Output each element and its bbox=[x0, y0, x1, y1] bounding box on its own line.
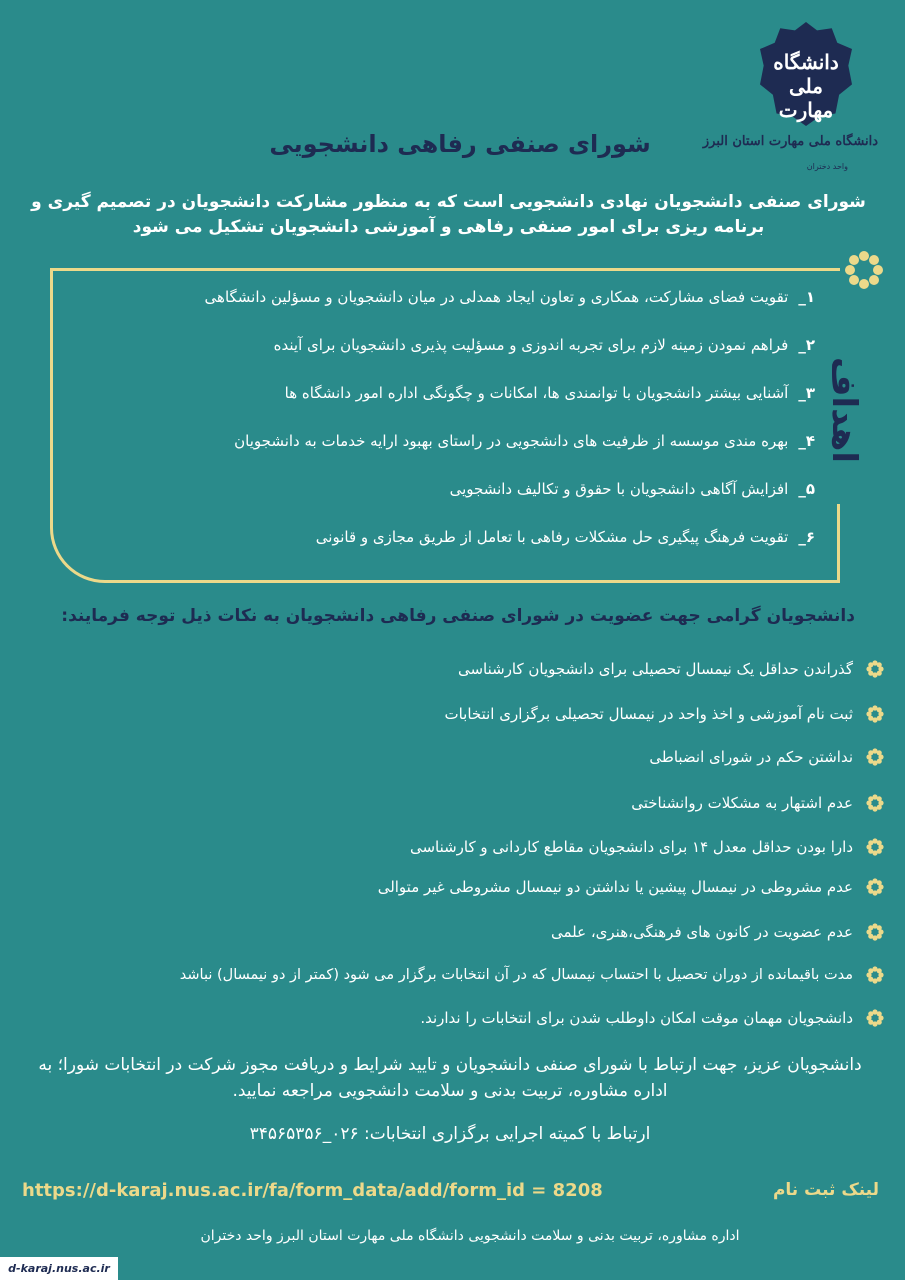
flower-icon bbox=[865, 1008, 885, 1028]
flower-icon bbox=[865, 793, 885, 813]
site-watermark: d-karaj.nus.ac.ir bbox=[0, 1257, 118, 1280]
goal-number: ۱_ bbox=[798, 288, 815, 306]
condition-text: عدم اشتهار به مشکلات روانشناختی bbox=[631, 794, 853, 812]
flower-icon bbox=[865, 837, 885, 857]
flower-icon bbox=[842, 248, 886, 292]
goal-item bbox=[234, 432, 815, 450]
condition-text: ثبت نام آموزشی و اخذ واحد در نیمسال تحصیلی برگزاری انتخابات bbox=[444, 705, 853, 723]
condition-text: مدت باقیمانده از دوران تحصیل با احتساب نیمسال که در آن انتخابات برگزار می شود (کمتر از دو نیمسال) نباشد bbox=[179, 967, 853, 983]
condition-item bbox=[458, 654, 885, 684]
footer-text: اداره مشاوره، تربیت بدنی و سلامت دانشجویی دانشگاه ملی مهارت استان البرز واحد دختران bbox=[200, 1228, 740, 1244]
goals-frame-edge bbox=[837, 504, 840, 583]
condition-text: عدم عضویت در کانون های فرهنگی،هنری، علمی bbox=[550, 923, 853, 941]
phone-text: ارتباط با کمیته اجرایی برگزاری انتخابات: ۰۲۶_۳۴۵۶۵۳۵۶ bbox=[249, 1124, 651, 1144]
goal-text: بهره مندی موسسه از ظرفیت های دانشجویی در راستای بهبود ارایه خدمات به دانشجویان bbox=[234, 432, 789, 450]
page-title: شورای صنفی رفاهی دانشجویی bbox=[269, 130, 651, 158]
condition-text: دانشجویان مهمان موقت امکان داوطلب شدن برای انتخابات را ندارند. bbox=[420, 1009, 853, 1027]
flower-icon bbox=[865, 922, 885, 942]
condition-text: عدم مشروطی در نیمسال پیشین یا نداشتن دو نیمسال مشروطی غیر متوالی bbox=[377, 878, 853, 896]
condition-item bbox=[444, 699, 885, 729]
goal-text: فراهم نمودن زمینه لازم برای تجربه اندوزی و مسؤلیت پذیری دانشجویان برای آینده bbox=[273, 336, 789, 354]
condition-item bbox=[649, 742, 885, 772]
goal-item bbox=[274, 336, 815, 354]
goal-number: ۲_ bbox=[798, 336, 815, 354]
flower-icon bbox=[865, 965, 885, 985]
flower-icon bbox=[865, 704, 885, 724]
condition-item bbox=[378, 872, 885, 902]
condition-text: نداشتن حکم در شورای انضباطی bbox=[649, 748, 853, 766]
flower-icon bbox=[865, 877, 885, 897]
goal-number: ۶_ bbox=[798, 528, 815, 546]
membership-heading: دانشجویان گرامی جهت عضویت در شورای صنفی رفاهی دانشجویان به نکات ذیل توجه فرمایند: bbox=[61, 606, 855, 626]
condition-text: دارا بودن حداقل معدل ۱۴ برای دانشجویان مقاطع کاردانی و کارشناسی bbox=[409, 838, 853, 856]
registration-link[interactable]: https://d-karaj.nus.ac.ir/fa/form_data/add/form_id = 8208 bbox=[22, 1180, 603, 1201]
logo-tagline: واحد دختران bbox=[806, 162, 848, 171]
goal-item bbox=[450, 480, 815, 498]
flower-icon bbox=[865, 747, 885, 767]
goal-text: آشنایی بیشتر دانشجویان با توانمندی ها، امکانات و چگونگی اداره امور دانشگاه ها bbox=[284, 384, 789, 402]
logo-text: دانشگاه ملی مهارت bbox=[773, 50, 839, 122]
condition-item bbox=[420, 1003, 885, 1033]
flower-icon bbox=[865, 659, 885, 679]
goal-number: ۵_ bbox=[798, 480, 815, 498]
condition-item bbox=[180, 960, 885, 990]
condition-text: گذراندن حداقل یک نیمسال تحصیلی برای دانشجویان کارشناسی bbox=[457, 660, 853, 678]
logo-subtitle: دانشگاه ملی مهارت استان البرز bbox=[702, 134, 878, 149]
intro-text: شورای صنفی دانشجویان نهادی دانشجویی است که به منظور مشارکت دانشجویان در تصمیم گیری و برنامه ریزی برای امور صنفی رفاهی و آموزشی دانشجویان تشکیل می شود bbox=[31, 192, 866, 237]
goal-text: تقویت فضای مشارکت، همکاری و تعاون ایجاد همدلی در میان دانشجویان و مسؤلین دانشگاهی bbox=[204, 288, 789, 306]
goal-item bbox=[316, 528, 815, 546]
goals-label: اهداف bbox=[824, 356, 864, 464]
goal-text: تقویت فرهنگ پیگیری حل مشکلات رفاهی با تعامل از طریق مجازی و قانونی bbox=[315, 528, 789, 546]
goal-number: ۴_ bbox=[798, 432, 815, 450]
goal-number: ۳_ bbox=[798, 384, 815, 402]
contact-text: دانشجویان عزیز، جهت ارتباط با شورای صنفی دانشجویان و تایید شرایط و دریافت مجوز شرکت در انتخابات شورا؛ به اداره مشاوره، تربیت بدنی و سلامت دانشجویی مراجعه نمایید. bbox=[38, 1055, 862, 1101]
condition-item bbox=[551, 917, 885, 947]
university-logo bbox=[702, 22, 878, 172]
goal-text: افزایش آگاهی دانشجویان با حقوق و تکالیف دانشجویی bbox=[449, 480, 789, 498]
condition-item bbox=[410, 832, 885, 862]
registration-label: لینک ثبت نام bbox=[772, 1180, 879, 1200]
goal-item bbox=[285, 384, 815, 402]
goal-item bbox=[205, 288, 815, 306]
condition-item bbox=[631, 788, 885, 818]
